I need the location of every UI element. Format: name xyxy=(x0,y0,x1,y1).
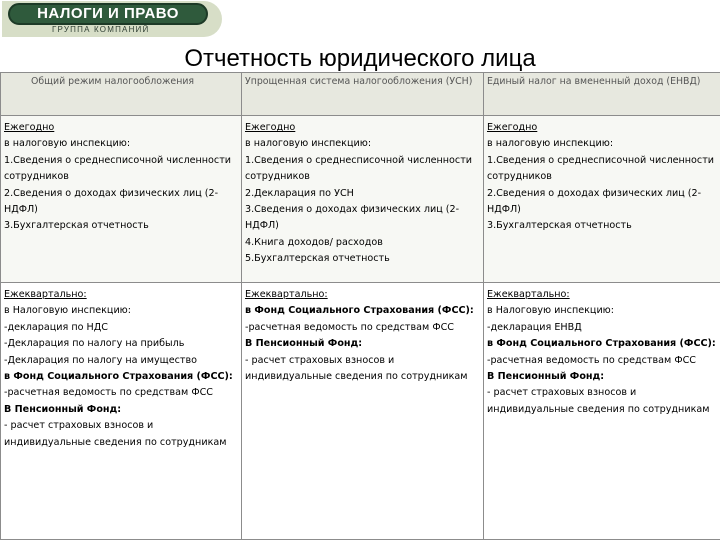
cell-line: В Пенсионный Фонд: xyxy=(4,403,122,415)
annual-general-cell xyxy=(1,116,242,283)
quarterly-usn-cell xyxy=(242,283,484,540)
cell-line: в Фонд Социального Страхования (ФСС): xyxy=(4,371,233,383)
cell-line: -расчетная ведомость по средствам ФСС xyxy=(245,321,455,333)
cell-line: в налоговую инспекцию: xyxy=(4,138,131,150)
cell-line: в Фонд Социального Страхования (ФСС): xyxy=(245,305,474,317)
cell-line: В Пенсионный Фонд: xyxy=(487,371,605,383)
cell-line: 2.Сведения о доходах физических лиц (2-НДФЛ) xyxy=(4,187,219,216)
cell-line: в Фонд Социального Страхования (ФСС): xyxy=(487,338,716,350)
cell-line: - расчет страховых взносов и индивидуальные сведения по сотрудникам xyxy=(4,420,227,448)
cell-line: 3.Сведения о доходах физических лиц (2-НДФЛ) xyxy=(245,204,460,232)
annual-row xyxy=(1,116,720,283)
cell-line: - расчет страховых взносов и индивидуальные сведения по сотрудникам xyxy=(245,354,468,383)
logo-subtitle: ГРУППА КОМПАНИЙ xyxy=(52,25,150,34)
cell-line: -расчетная ведомость по средствам ФСС xyxy=(4,387,214,399)
quarterly-row xyxy=(1,283,720,540)
cell-line: 1.Сведения о среднесписочной численности сотрудников xyxy=(487,154,715,183)
header-usn: Упрощенная система налогообложения (УСН) xyxy=(242,73,484,116)
cell-line: -декларация ЕНВД xyxy=(487,321,582,333)
cell-line: Ежеквартально: xyxy=(245,289,328,300)
cell-line: -Декларация по налогу на имущество xyxy=(4,354,198,366)
reporting-table xyxy=(0,72,720,540)
cell-line: Ежегодно xyxy=(245,122,296,133)
cell-line: 4.Книга доходов/ расходов xyxy=(245,236,383,248)
company-logo xyxy=(2,1,222,37)
cell-line: Ежегодно xyxy=(4,122,55,133)
cell-line: в Налоговую инспекцию: xyxy=(4,305,131,317)
cell-line: -Декларация по налогу на прибыль xyxy=(4,338,185,350)
cell-line: Ежеквартально: xyxy=(4,289,87,300)
cell-line: 1.Сведения о среднесписочной численности сотрудников xyxy=(245,154,473,183)
cell-line: 5.Бухгалтерская отчетность xyxy=(245,253,390,265)
cell-line: 3.Бухгалтерская отчетность xyxy=(487,220,632,232)
cell-line: -декларация по НДС xyxy=(4,321,108,333)
cell-line: в налоговую инспекцию: xyxy=(245,138,372,150)
annual-usn-cell xyxy=(242,116,484,283)
cell-line: В Пенсионный Фонд: xyxy=(245,338,363,350)
header-general-regime: Общий режим налогообложения xyxy=(1,73,242,116)
cell-line: в Налоговую инспекцию: xyxy=(487,305,614,317)
page-title: Отчетность юридического лица xyxy=(184,45,536,72)
header-envd: Единый налог на вмененный доход (ЕНВД) xyxy=(484,73,720,116)
cell-line: Ежегодно xyxy=(487,122,538,133)
cell-line: Ежеквартально: xyxy=(487,289,570,300)
quarterly-envd-cell xyxy=(484,283,720,540)
table-header-row xyxy=(1,73,720,116)
cell-line: 3.Бухгалтерская отчетность xyxy=(4,220,149,232)
cell-line: 1.Сведения о среднесписочной численности сотрудников xyxy=(4,154,232,183)
cell-line: 2.Сведения о доходах физических лиц (2-НДФЛ) xyxy=(487,187,702,216)
cell-line: -расчетная ведомость по средствам ФСС xyxy=(487,354,697,366)
logo-name: НАЛОГИ И ПРАВО xyxy=(8,3,208,25)
quarterly-general-cell xyxy=(1,283,242,540)
cell-line: - расчет страховых взносов и индивидуальные сведения по сотрудникам xyxy=(487,387,710,415)
annual-envd-cell xyxy=(484,116,720,283)
cell-line: 2.Декларация по УСН xyxy=(245,187,354,199)
cell-line: в налоговую инспекцию: xyxy=(487,138,614,150)
